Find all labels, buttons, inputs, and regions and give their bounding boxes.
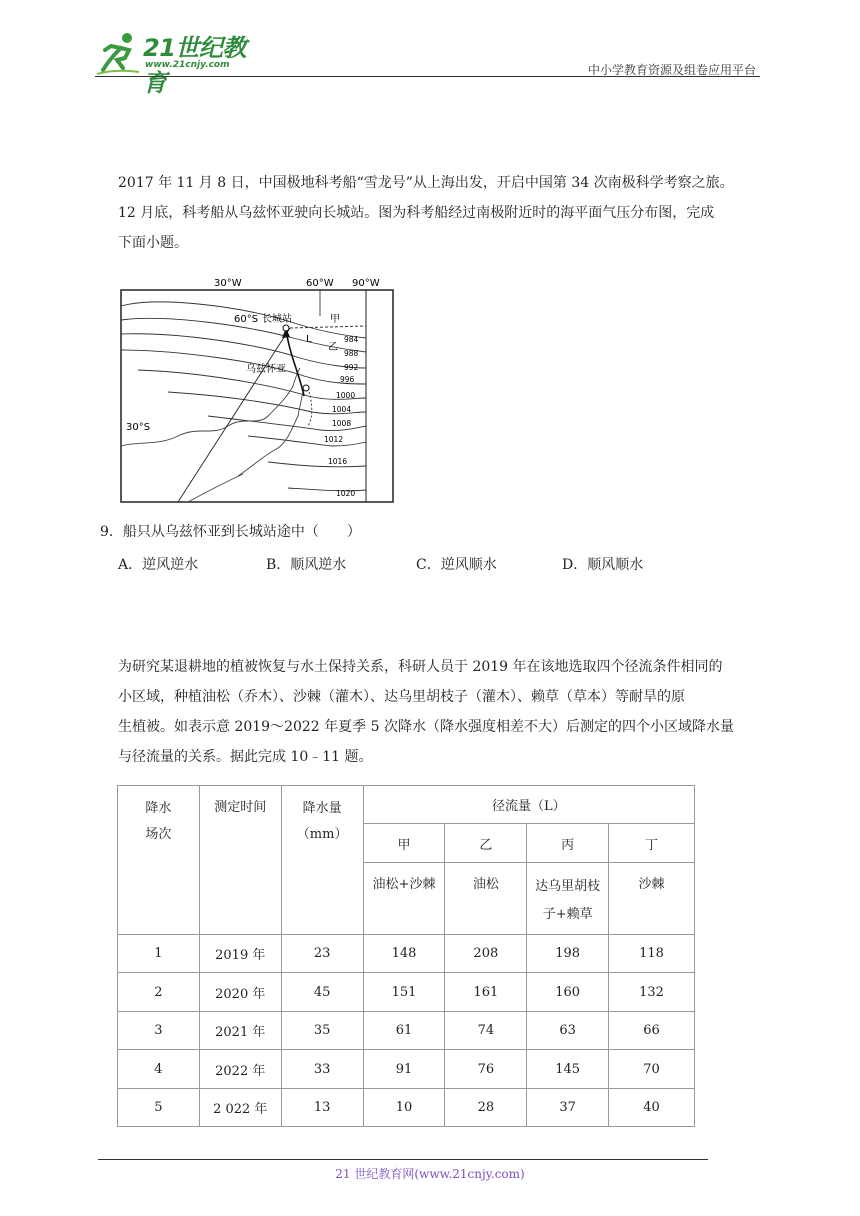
- pressure-map-figure: [118, 276, 396, 504]
- svg-text:984: 984: [344, 335, 359, 344]
- svg-text:1000: 1000: [336, 391, 356, 400]
- header-runoff: 径流量（L）: [363, 786, 694, 824]
- port-point: [303, 385, 309, 391]
- marker-yi: 乙: [328, 342, 338, 353]
- page-header: [95, 28, 760, 97]
- passage-1-line: 12 月底，科考船从乌兹怀亚驶向长城站。图为科考船经过南极附近时的海平面气压分布图，完成: [118, 205, 715, 221]
- site-logo[interactable]: [95, 30, 260, 97]
- svg-text:992: 992: [344, 363, 359, 372]
- option-c[interactable]: C．逆风顺水: [416, 557, 497, 573]
- passage-2-line: 小区域，种植油松（乔木）、沙棘（灌木）、达乌里胡枝子（灌木）、赖草（草本）等耐旱的原: [118, 689, 685, 705]
- station-point: [283, 325, 289, 331]
- passage-2: [118, 652, 764, 772]
- logo-text: 21世纪教育: [143, 34, 246, 97]
- question-9-stem: 9．船只从乌兹怀亚到长城站途中（ ）: [100, 524, 361, 540]
- svg-text:1004: 1004: [332, 405, 352, 414]
- header-plot: 丙: [527, 824, 609, 863]
- lat-label: 30°S: [126, 422, 151, 433]
- runoff-table: [117, 785, 695, 1127]
- svg-text:996: 996: [340, 375, 355, 384]
- svg-text:1020: 1020: [336, 489, 356, 498]
- lon-label: 30°W: [214, 278, 242, 289]
- footer-divider: [98, 1159, 708, 1160]
- footer-link[interactable]: 21 世纪教育网(www.21cnjy.com): [335, 1167, 525, 1181]
- lat-label: 60°S: [234, 314, 259, 325]
- marker-jia: 甲: [330, 314, 340, 325]
- passage-1-line: 2017 年 11 月 8 日，中国极地科考船“雪龙号”从上海出发，开启中国第 34 次南极科学考察之旅。: [118, 175, 734, 191]
- option-a[interactable]: A．逆风逆水: [118, 557, 199, 573]
- lon-label: 60°W: [306, 278, 334, 289]
- header-plot: 甲: [363, 824, 445, 863]
- station-label: 长城站: [262, 314, 292, 325]
- lon-label: 90°W: [352, 278, 380, 289]
- header-tagline: 中小学教育资源及组卷应用平台: [587, 63, 756, 77]
- table-row: 1 2019 年 23 148 208 198 118: [118, 935, 695, 973]
- passage-2-line: 为研究某退耕地的植被恢复与水土保持关系，科研人员于 2019 年在该地选取四个径流条件相同的: [118, 659, 723, 675]
- header-rain-no: 降水 场次: [118, 786, 200, 935]
- table-row: 4 2022 年 33 91 76 145 70: [118, 1050, 695, 1089]
- passage-1-line: 下面小题。: [118, 235, 188, 251]
- passage-2-line: 与径流量的关系。据此完成 10﹣11 题。: [118, 749, 373, 765]
- passage-1: [118, 168, 764, 258]
- port-label: 乌兹怀亚: [246, 364, 286, 375]
- header-plant: 沙棘: [609, 863, 695, 935]
- logo-url: www.21cnjy.com: [145, 60, 230, 70]
- svg-text:1008: 1008: [332, 419, 352, 428]
- passage-2-line: 生植被。如表示意 2019～2022 年夏季 5 次降水（降水强度相差不大）后测定的四个小区域降水量: [118, 719, 734, 735]
- header-plant: 油松: [445, 863, 527, 935]
- header-plant: 达乌里胡枝 子+赖草: [527, 863, 609, 935]
- header-plot: 丁: [609, 824, 695, 863]
- svg-text:1016: 1016: [328, 457, 348, 466]
- table-row: 2 2020 年 45 151 161 160 132: [118, 973, 695, 1012]
- header-plant: 油松+沙棘: [363, 863, 445, 935]
- table-row: 3 2021 年 35 61 74 63 66: [118, 1012, 695, 1050]
- runner-logo-icon: [95, 30, 141, 76]
- header-plot: 乙: [445, 824, 527, 863]
- table-row: 5 2 022 年 13 10 28 37 40: [118, 1089, 695, 1127]
- option-b[interactable]: B．顺风逆水: [266, 557, 347, 573]
- header-amount: 降水量 （mm）: [281, 786, 363, 935]
- marker-low: L: [306, 334, 312, 345]
- header-divider: [95, 76, 760, 77]
- header-time: 测定时间: [199, 786, 281, 935]
- svg-text:1012: 1012: [324, 435, 344, 444]
- option-d[interactable]: D．顺风顺水: [562, 557, 644, 573]
- svg-text:988: 988: [344, 349, 359, 358]
